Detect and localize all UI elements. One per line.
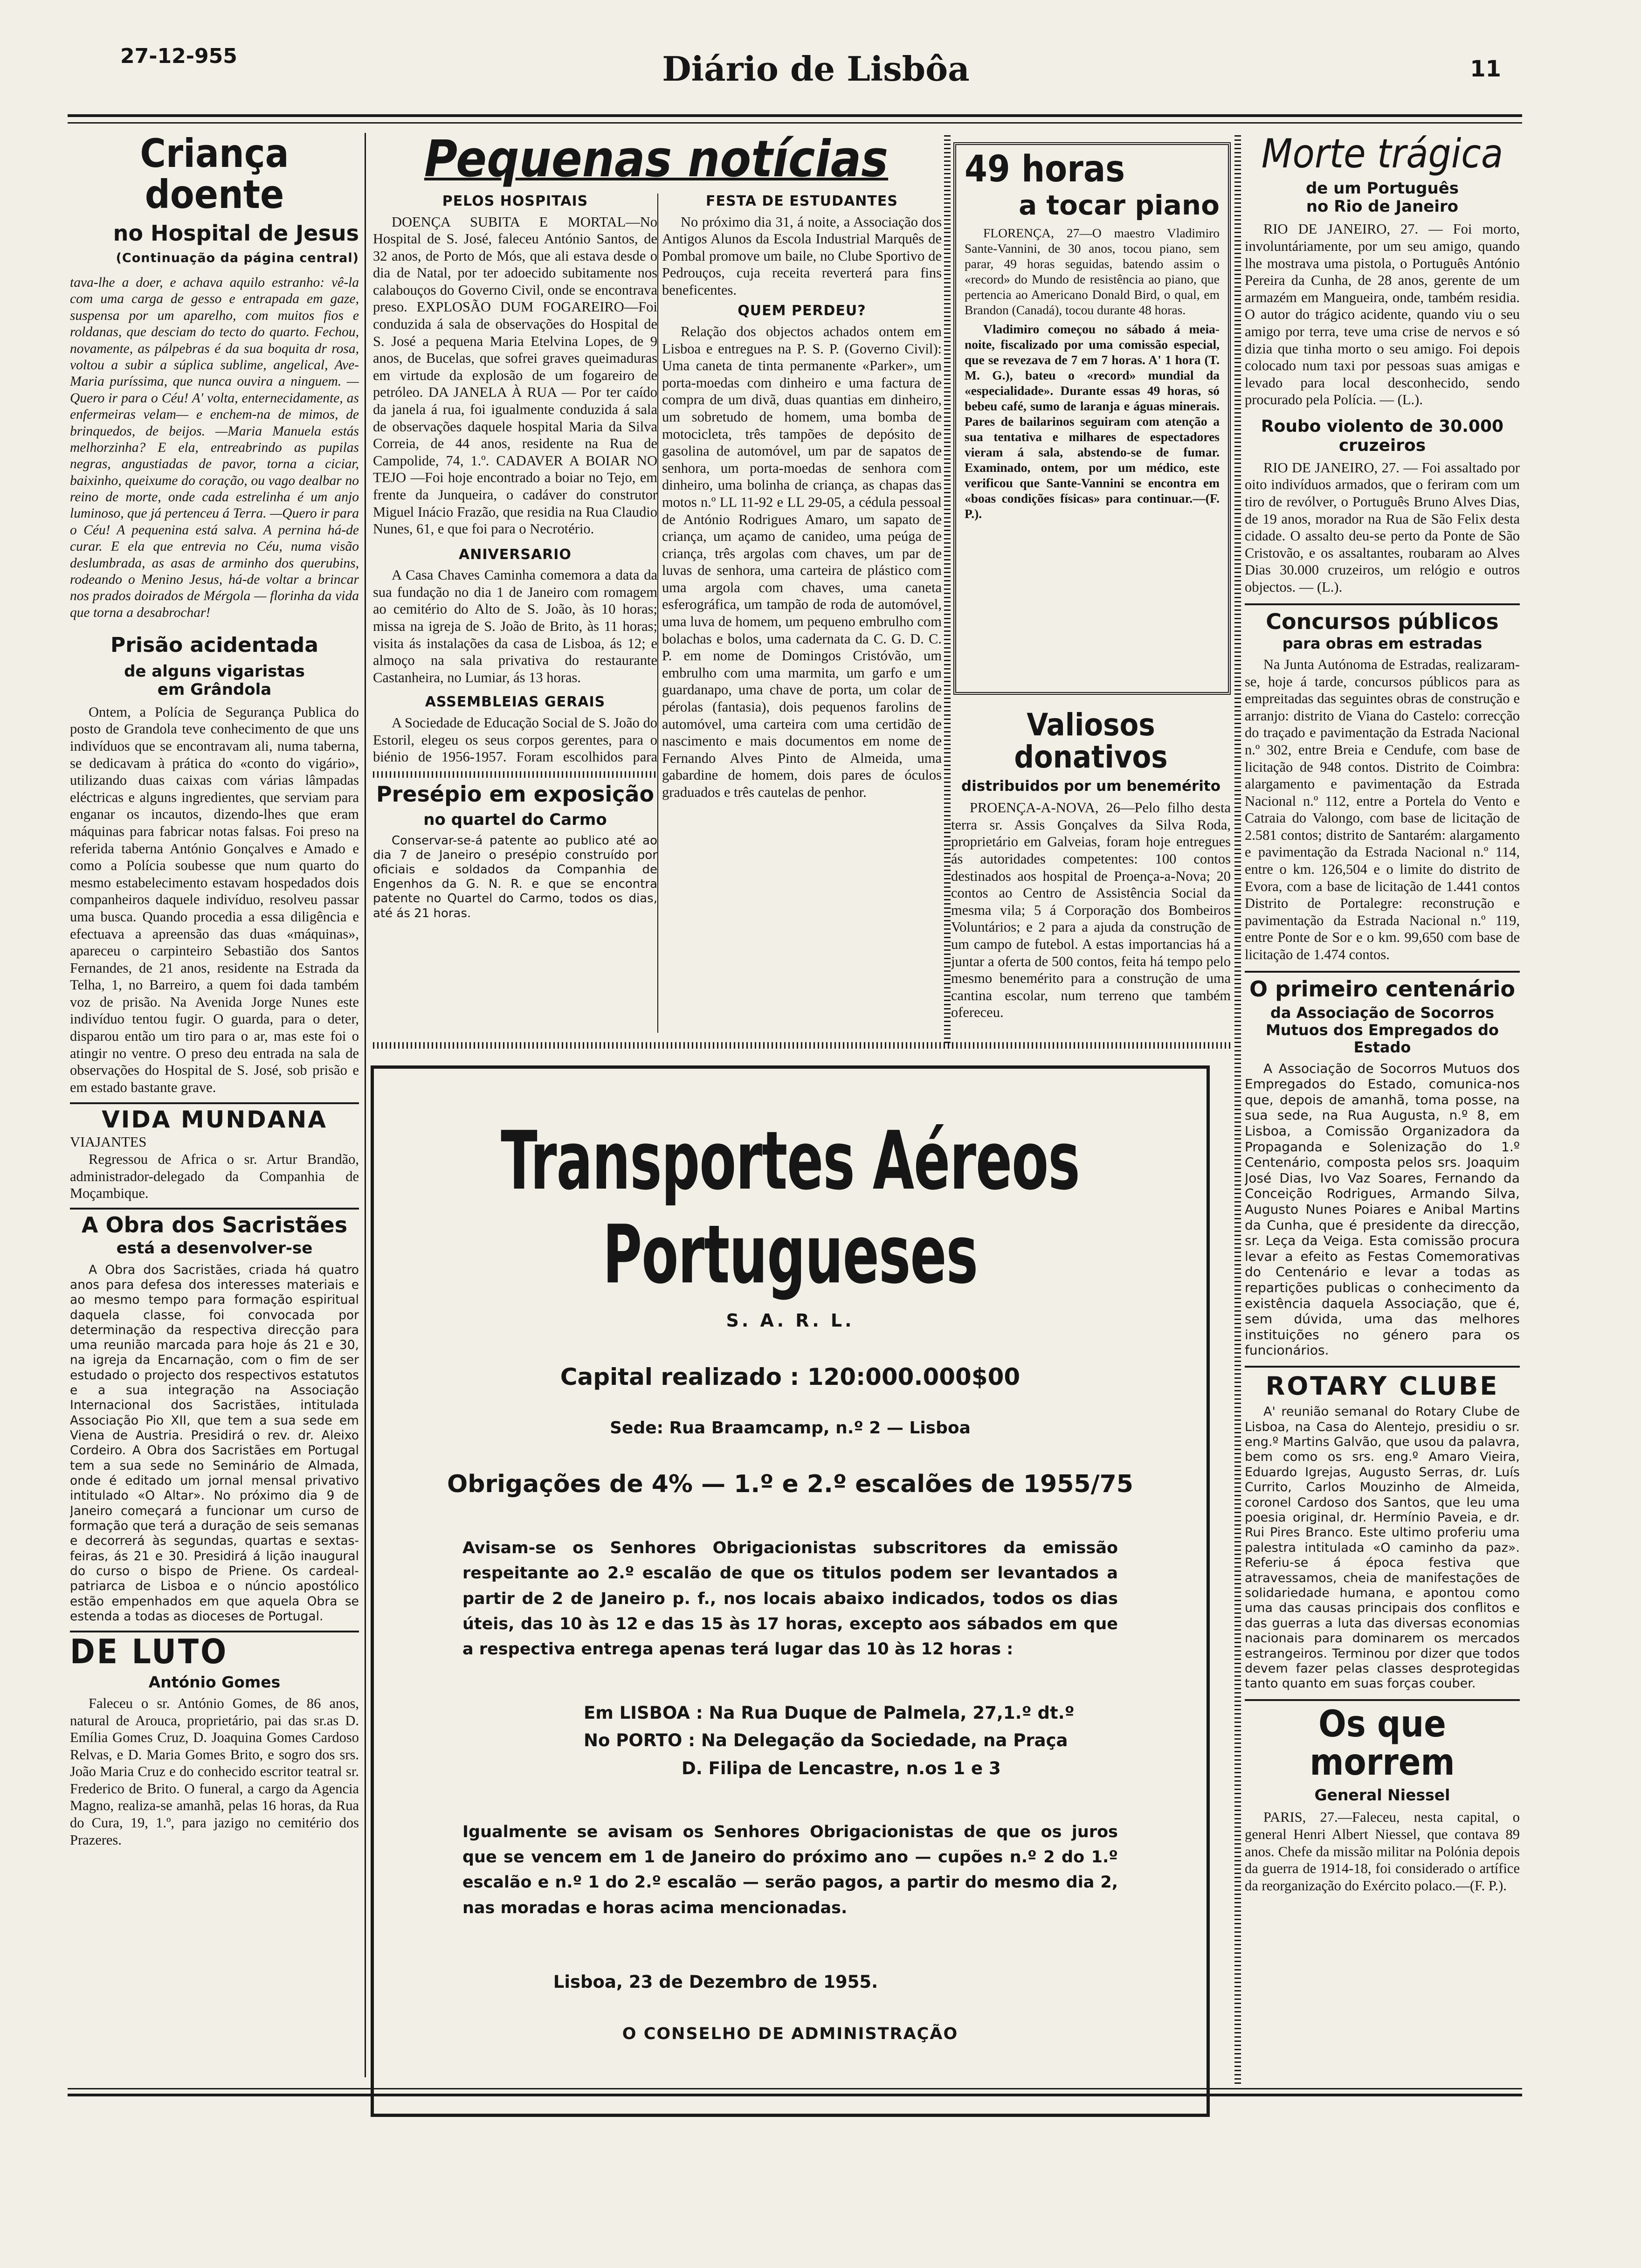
crianca-text: tava-lhe a doer, e achava aquilo estranho: vê-la com uma carga de gesso e entrapada em gaze, suspensa por um aparelho, com muitos fios e roldanas, que desciam do tecto do quarto. Fechou, novamente, as pálpebras é da sua boquita dr rosa, voltou a subir a súplica sublime, angelical, Ave-Maria puríssima, que nunca ouvira a ninguem. —Quero ir para o Céu! A' volta, enternecidamente, as enfermeiras velam— e enchem-na de mimos, de brinquedos, de beijos. —Maria Manuela estás melhorzinha? E ela, entreabrindo as pupilas negras, angustiadas de pavor, torna a ciciar, baixinho, queixume do coração, ou vago dealbar no reino de morte, onde cada estrelinha é um anjo luminoso, que já pertenceu á Terra. —Quero ir para o Céu! A pequenina está salva. A pernina há-de curar. E ela que entrevia no Céu, numa visão deslumbrada, as asas de arminho dos querubins, rodeando o Menino Jesus, há-de voltar a brincar nos prados doirados de Mérgola — florinha da vida que torna a desabrochar! <box>70 275 359 620</box>
obra-text: A Obra dos Sacristães, criada há quatro anos para defesa dos interesses materiais e ao mesmo tempo para formação espiritual daquela classe, foi convocada por determinação da respectiva direcção para uma reunião marcada para hoje ás 21 e 30, na igreja da Encarnação, com o fim de ser estudado o projecto dos respectivos estatutos e a sua integração na Associação Internacional dos Sacristães, intitulada Associação Pio XII, que tem a sua sede em Viena de Austria. Presidirá o rev. dr. Aleixo Cordeiro. A Obra dos Sacristães em Portugal tem a sua sede no Seminário de Almada, onde é editado um jornal mensal privativo intitulado «O Altar». No próximo dia 9 de Janeiro começará a funcionar um curso de formação que terá a duração de seis semanas e decorrerá às segundas, quartas e sextas-feiras, ás 21 e 30. Presidirá á lição inaugural do curso o bispo de Priene. Os cardeal-patriarca de Lisboa e o núncio apostólico estão empenhados em que aquela Obra se estenda a todas as dioceses de Portugal. <box>70 1262 359 1624</box>
assembleias-text: A Sociedade de Educação Social de S. João do Estoril, elegeu os seus corpos gerentes, para o biénio de 1956-1957. Foram escolhidos para <box>373 714 657 765</box>
obra-subtitle: está a desenvolver-se <box>116 1239 313 1258</box>
ad-notice-2: Igualmente se avisam os Senhores Obrigacionistas de que os juros que se vencem em 1 de Janeiro do próximo ano — cupões n.º 2 do 1.º escalão e n.º 1 do 2.º escalão — serão pagos, a partir do mesmo dia 2, nas moradas e horas acima mencionadas. <box>462 1822 1118 1917</box>
header-rule-top <box>68 114 1522 117</box>
separator <box>1245 603 1520 605</box>
ad-sarl: S. A. R. L. <box>726 1310 855 1331</box>
ad-addresses <box>584 1699 1207 1782</box>
centenario-subtitle: da Associação de Socorros Mutuos dos Empregados do Estado <box>1265 1004 1499 1056</box>
pequenas-column-2 <box>662 194 942 1033</box>
piano-text-1: FLORENÇA, 27—O maestro Vladimiro Sante-Vannini, de 30 anos, tocou piano, sem parar, 49 horas seguidas, batendo assim o «record» do Mundo de resistência ao piano, que pertencia ao Americano Donald Bird, o qual, em Brandon (Canadá), tocou durante 48 horas. <box>965 225 1220 317</box>
crianca-title: Criança doente <box>140 131 289 218</box>
separator <box>70 1102 359 1104</box>
donativos-title: Valiosos donativos <box>1014 709 1168 775</box>
morte-subtitle: de um Português <box>1305 179 1459 198</box>
piano-title: 49 horas <box>965 148 1125 190</box>
roubo-subtitle: cruzeiros <box>1338 436 1426 456</box>
vida-text: Regressou de Africa o sr. Artur Brandão, administrador-delegado da Companhia de Moçambique. <box>70 1151 359 1202</box>
piano-subtitle: a tocar piano <box>1019 189 1220 221</box>
morte-text: RIO DE JANEIRO, 27. — Foi morto, involuntáriamente, por um seu amigo, quando lhe mostrava uma pistola, o Português António Pereira da Cunha, de 28 anos, gerente de um armazém em Mangueira, onde, também residia. O autor do trágico acidente, quando viu o seu amigo por terra, teve uma crise de nervos e só dizia que tinha morto o seu amigo. Foi depois colocado num taxi por pessoas suas amigas e levado para local desconhecido, sendo procurado pela Polícia. — (L.). <box>1245 221 1520 408</box>
festa-heading: FESTA DE ESTUDANTES <box>706 194 898 209</box>
hospitais-text: DOENÇA SUBITA E MORTAL—No Hospital de S. José, faleceu António Santos, de 32 anos, de Porto de Mós, que ali estava desde o dia de Natal, por ter adoecido subitamente nos calabouços do Governo Civil, onde se encontrava preso. EXPLOSÃO DUM FOGAREIRO—Foi conduzida á sala de observações do Hospital de S. José a pequena Maria Etelvina Lopes, de 9 anos, de Bucelas, que sofrei graves queimaduras em virtude da explosão de um fogareiro de petróleo. DA JANELA À RUA — Por ter caído da janela á rua, foi igualmente conduzida á sala de observações daquele hospital Maria da Silva Correia, de 44 anos, residente na Rua de Campolide, 74, 1.º. CADAVER A BOIAR NO TEJO —Foi hoje encontrado a boiar no Tejo, em frente da Junqueira, o cadáver do construtor Miguel Inácio Frazão, que residia na Rua Claudio Nunes, 61, e que foi para o Necrotério. <box>373 214 657 537</box>
festa-text: No próximo dia 31, á noite, a Associação dos Antigos Alunos da Escola Industrial Marquês de Pombal promove um baile, no Clube Sportivo de Pedrouços, cuja receita reverterá para fins beneficentes. <box>662 214 942 298</box>
luto-subtitle: António Gomes <box>148 1673 281 1691</box>
column-left <box>70 131 359 2084</box>
assembleias-heading: ASSEMBLEIAS GERAIS <box>425 694 606 711</box>
column-divider <box>657 194 658 1033</box>
tap-advertisement <box>371 1065 1210 2117</box>
roubo-text: RIO DE JANEIRO, 27. — Foi assaltado por oito indivíduos armados, que o feriram com um tiro de revólver, o Português Bruno Alves Dias, de 19 anos, morador na Rua de São Felix desta cidade. O assalto deu-se perto da Ponte de São Cristovão, e os assaltantes, roubaram ao Alves Dias 30.000 cruzeiros, um relógio e outros objectos. — (L.). <box>1245 459 1520 595</box>
roubo-title: Roubo violento de 30.000 <box>1261 417 1504 436</box>
obra-title: A Obra dos Sacristães <box>81 1212 348 1238</box>
ad-obrigacoes: Obrigações de 4% — 1.º e 2.º escalões de 1955/75 <box>447 1470 1133 1498</box>
perdeu-text: Relação dos objectos achados ontem em Lisboa e entregues na P. S. P. (Governo Civil): Uma caneta de tinta permanente «Parker», um porta-moedas com dinheiro e uma factura de compra de um divã, duas quantias em dinheiro, um sobretudo de homem, uma bomba de motocicleta, três tampões de depósito de gasolina de automóvel, um par de sapatos de senhora, um porta-moedas de senhora com dinheiro, uma bolinha de criança, as chapas das motos n.º LL 11-92 e LL 29-05, a cédula pessoal de António Rodrigues Amaro, um sapato de criança, um açamo de canideo, uma peúga de criança, três argolas com chaves, um par de luvas de senhora, uma carteira de plástico com uma argola com chaves, uma caneta esferográfica, um tampão de roda de automóvel, uma luva de homem, um pequeno embrulho com bolachas e bolos, uma cadernata da C. G. D. C. P. em nome de Domingos Cristóvão, um embrulho com uma marmita, um garfo e um guardanapo, uma chave de porta, um colar de pérolas (fantasia), dois pequenos farolins de automóvel, uma carteira com uma certidão de nascimento e mais documentos em nome de Fernando Alves Pinto de Almeida, uma gabardine de homem, dois pares de óculos graduados e três cautelas de penhor. <box>662 323 942 800</box>
concursos-title: Concursos públicos <box>1266 608 1499 634</box>
pequenas-column-1 <box>373 194 657 1033</box>
ad-sede: Sede: Rua Braamcamp, n.º 2 — Lisboa <box>610 1418 971 1438</box>
luto-text: Faleceu o sr. António Gomes, de 86 anos, natural de Arouca, proprietário, pai das sr.as D. Emília Gomes Cruz, D. Joaquina Gomes Cardoso Relvas, e D. Maria Gomes Brito, e sogro dos srs. João Maria Cruz e do conhecido escritor teatral sr. Frederico de Brito. O funeral, a cargo da Agencia Magno, realiza-se amanhã, pelas 16 horas, da Rua do Cura, 19, 1.º, para jazigo no cemitério dos Prazeres. <box>70 1695 359 1848</box>
donativos-section <box>951 709 1231 1044</box>
presepio-title: Presépio em exposição <box>376 781 655 807</box>
donativos-subtitle: distribuidos por um benemérito <box>961 777 1221 795</box>
hospitais-heading: PELOS HOSPITAIS <box>442 194 588 209</box>
perdeu-heading: QUEM PERDEU? <box>738 303 866 319</box>
centenario-text: A Associação de Socorros Mutuos dos Empregados do Estado, comunica-nos que, depois de amanhã, toma posse, na sua sede, na Rua Augusta, n.º 8, em Lisboa, a Comissão Organizadora da Propaganda e Solenização do 1.º Centenário, composta pelos srs. Joaquim José Dias, Ivo Vaz Soares, Fernando da Conceição Rodrigues, Armando Silva, Augusto Nunes Poiares e Anibal Martins da Cunha, que é presidente da direcção, sr. Leça da Veiga. Esta comissão procura levar a efeito as Festas Comemorativas do Centenário e levar a todas as repartições publicas o conhecimento da existência daquela Associação, que é, sem dúvida, uma das melhores instituições no género para os funcionários. <box>1245 1060 1520 1358</box>
morte-title: Morte trágica <box>1261 133 1503 177</box>
ad-address-lisboa: Em LISBOA : Na Rua Duque de Palmela, 27,1.º dt.º <box>584 1703 1075 1723</box>
vertical-separator <box>1234 135 1241 2084</box>
separator <box>70 1208 359 1210</box>
column-divider <box>365 133 366 2077</box>
separator <box>1245 971 1520 973</box>
rotary-title: ROTARY CLUBE <box>1265 1371 1499 1401</box>
footer-rule-bottom <box>68 2094 1522 2096</box>
rotary-text: A' reunião semanal do Rotary Clube de Lisboa, na Casa do Alentejo, presidiu o sr. eng.º Martins Galvão, que usou da palavra, bem como os srs. eng.º Amaro Vieira, Eduardo Igrejas, Augusto Serras, dr. Luís Currito, Carlos Mouzinho de Almeida, coronel Cardoso dos Santos, que leu uma poesia original, dr. Hermínio Paveia, e dr. Rui Pires Branco. Este ultimo proferiu uma palestra intitulada «O caminho da paz». Referiu-se á época festiva que atravessamos, cheia de manifestações de solidariedade humana, e apontou como uma das causas principais dos conflitos e das guerras a luta das diversas economias nacionais para dominarem os mercados estrangeiros. Terminou por dizer que todos devem fazer pelas classes desprotegidas tanto quanto em suas forças couber. <box>1245 1404 1520 1691</box>
header-rule-bottom <box>68 122 1522 124</box>
luto-title: DE LUTO <box>70 1632 228 1672</box>
issue-date: 27-12-955 <box>120 44 237 68</box>
piano-box <box>953 142 1231 695</box>
vida-title: VIDA MUNDANA <box>102 1106 327 1134</box>
prisao-subtitle-2: em Grândola <box>157 680 272 699</box>
ad-capital: Capital realizado : 120:000.000$00 <box>560 1363 1020 1390</box>
presepio-subtitle: no quartel do Carmo <box>423 810 607 829</box>
ad-date: Lisboa, 23 de Dezembro de 1955. <box>553 1971 878 1992</box>
vida-subtitle: VIAJANTES <box>70 1134 147 1150</box>
morrem-title: Os que morrem <box>1310 1703 1455 1784</box>
crianca-continuation: (Continuação da página central) <box>116 250 359 265</box>
concursos-subtitle: para obras em estradas <box>1282 635 1482 653</box>
ad-signature: O CONSELHO DE ADMINISTRAÇÃO <box>622 2024 958 2043</box>
vertical-separator <box>944 135 951 1044</box>
prisao-subtitle: de alguns vigaristas <box>124 662 305 681</box>
prisao-title: Prisão acidentada <box>110 633 318 657</box>
aniversario-text: A Casa Chaves Caminha comemora a data da sua fundação no dia 1 de Janeiro com romagem ao cemitério do Alto de S. João, às 10 horas; missa na igreja de S. João de Brito, às 11 horas; visita ás instalações da casa de Lisboa, ás 12; e almoço na sala privativa do restaurante Castanheira, no Lumiar, ás 13 horas. <box>373 567 657 685</box>
separator <box>373 771 657 778</box>
pequenas-title: Pequenas notícias <box>424 133 889 188</box>
separator <box>1245 1699 1520 1701</box>
morte-subtitle-2: no Rio de Janeiro <box>1306 197 1459 216</box>
crianca-subtitle: no Hospital de Jesus <box>113 221 359 246</box>
ad-notice-1: Avisam-se os Senhores Obrigacionistas subscritores da emissão respeitante ao 2.º escalão de que os titulos podem ser levantados a partir de 2 de Janeiro p. f., nos locais abaixo indicados, todos os dias úteis, das 10 às 12 e das 15 às 17 horas, excepto aos sábados em que a respectiva entrega apenas terá lugar das 10 às 12 horas : <box>462 1539 1118 1659</box>
presepio-text: Conservar-se-á patente ao publico até ao dia 7 de Janeiro o presépio construído por oficiais e soldados da Companhia de Engenhos da G. N. R. e que se encontra patente no Quartel do Carmo, todos os dias, até ás 21 horas. <box>373 833 657 920</box>
aniversario-heading: ANIVERSARIO <box>459 546 572 563</box>
centenario-title: O primeiro centenário <box>1249 976 1515 1002</box>
ad-title: Transportes Aéreos Portugueses <box>501 1114 1080 1302</box>
separator <box>1245 1366 1520 1368</box>
morrem-text: PARIS, 27.—Faleceu, nesta capital, o general Henri Albert Niessel, que contava 89 anos. Chefe da missão militar na Polónia depois da guerra de 1914-18, foi considerado o artífice da reorganização do Exército polaco.—(F. P.). <box>1245 1809 1520 1894</box>
piano-text-2: Vladimiro começou no sábado á meia-noite, fiscalizado por uma comissão especial, que se revezava de 7 em 7 horas. A' 1 hora (T. M. G.), bateu o «record» mundial da «especialidade». Durante essas 49 horas, só bebeu café, sumo de laranja e águas minerais. Pares de bailarinos seguiram com atenção a sua tentativa e milhares de espectadores vieram á sala, abstendo-se de fumar. Examinado, ontem, por um médico, este verificou que Sante-Vannini se encontra em «boas condições físicas» para continuar.—(F. P.). <box>965 321 1220 521</box>
masthead-title: Diário de Lisbôa <box>662 49 970 89</box>
ad-address-porto-2: D. Filipa de Lencastre, n.os 1 e 3 <box>682 1758 1001 1778</box>
ad-address-porto: No PORTO : Na Delegação da Sociedade, na Praça <box>584 1730 1068 1751</box>
morrem-subtitle: General Niessel <box>1314 1786 1450 1805</box>
footer-rule-top <box>68 2088 1522 2089</box>
page-number: 11 <box>1470 56 1501 82</box>
ad-top-separator <box>373 1042 1231 1049</box>
concursos-text: Na Junta Autónoma de Estradas, realizaram-se, hoje á tarde, concursos públicos para as empreitadas das seguintes obras de construção e arranjo: distrito de Viana do Castelo: correcção do traçado e pavimentação da Estrada Nacional n.º 302, entre Breia e Cendufe, com base de licitação de 948 contos. Distrito de Coimbra: alargamento e pavimentação da Estrada Nacional n.º 112, entre a Portela do Vento e Catraia do Valongo, com base de licitação de 2.581 contos; distrito de Santarém: alargamento e pavimentação da Estrada Nacional n.º 114, entre o km. 126,504 e o limite do distrito de Evora, com a base de licitação de 1.441 contos Distrito de Portalegre: reconstrução e pavimentação da Estrada Nacional n.º 119, entre Ponte de Sor e o km. 99,650 com base de licitação de 1.474 contos. <box>1245 656 1520 963</box>
donativos-text: PROENÇA-A-NOVA, 26—Pelo filho desta terra sr. Assis Gonçalves da Silva Roda, proprietário em Galveias, foram hoje entregues ás autoridades competentes: 100 contos destinados aos hospital de Proença-a-Nova; 20 contos ao Centro de Assistência Social da mesma vila; 5 á Corporação dos Bombeiros Voluntários; e 2 para a ajuda da construção de um campo de futebol. A estas importancias há a juntar a oferta de 500 contos, feita há tempo pelo mesmo benemérito para a construção de uma cantina escolar, num terreno que também ofereceu. <box>951 800 1231 1021</box>
column-right <box>1245 133 1520 2082</box>
prisao-text: Ontem, a Polícia de Segurança Publica do posto de Grandola teve conhecimento de que uns indivíduos que se encontravam ali, numa taberna, se dedicavam à prática do «conto do vigário», utilizando duas caixas com várias lâmpadas eléctricas e alguns ingredientes, que serviam para enganar os incautos, dizendo-lhes que eram máquinas para fabricar notas falsas. Foi preso na referida taberna António Gonçalves e Amado e como a Polícia soubesse que num quarto do mesmo estabelecimento estavam hospedados dois companheiros daquele indivíduo, resolveu passar uma busca. Quando procedia a essa diligência e efectuava a apreensão das duas «máquinas», apareceu o carpinteiro Sebastião dos Santos Fernandes, de 21 anos, residente na Estrada da Telha, 1, no Barreiro, a quem foi dada também voz de prisão. Na Avenida Jorge Nunes este indivíduo tentou fugir. O guarda, para o deter, disparou então um tiro para o ar, mas este foi o atingir no ventre. O preso deu entrada na sala de observações do Hospital de S. José, sob prisão e em estado bastante grave. <box>70 704 359 1095</box>
